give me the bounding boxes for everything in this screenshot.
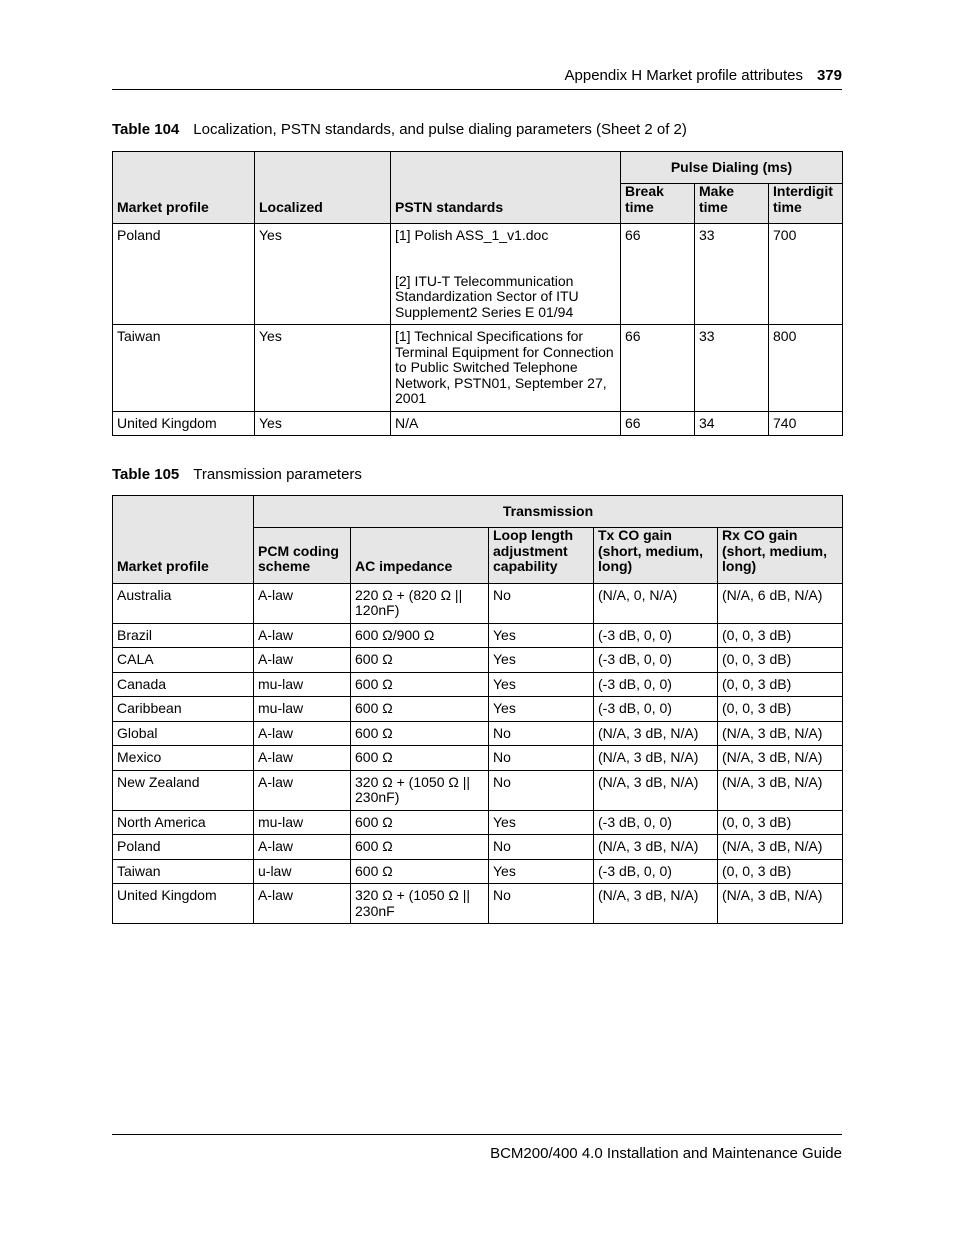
table-105-title: Transmission parameters <box>193 466 362 483</box>
cell-rx-co-gain: (N/A, 3 dB, N/A) <box>718 770 843 810</box>
cell-make-time: 34 <box>695 411 769 436</box>
cell-ac-impedance: 600 Ω <box>351 835 489 860</box>
cell-pcm-coding: mu-law <box>254 672 351 697</box>
cell-tx-co-gain: (N/A, 0, N/A) <box>594 583 718 623</box>
table-row <box>113 623 843 648</box>
header-pstn-standards: PSTN standards <box>391 152 621 224</box>
cell-localized: Yes <box>255 325 391 412</box>
cell-tx-co-gain: (-3 dB, 0, 0) <box>594 697 718 722</box>
cell-loop-length: No <box>489 583 594 623</box>
header-rx-co-gain: Rx CO gain (short, medium, long) <box>718 528 843 584</box>
header-loop-length: Loop length adjustment capability <box>489 528 594 584</box>
cell-rx-co-gain: (0, 0, 3 dB) <box>718 623 843 648</box>
cell-loop-length: No <box>489 746 594 771</box>
table-row <box>113 697 843 722</box>
cell-loop-length: No <box>489 770 594 810</box>
page-footer <box>112 1134 842 1162</box>
cell-tx-co-gain: (-3 dB, 0, 0) <box>594 648 718 673</box>
cell-break-time: 66 <box>621 411 695 436</box>
cell-ac-impedance: 600 Ω <box>351 746 489 771</box>
pstn-standard-2: [2] ITU-T Telecommunication Standardization Sector of ITU Supplement2 Series E 01/94 <box>395 272 579 320</box>
header-pulse-dialing: Pulse Dialing (ms) <box>621 152 843 184</box>
header-ac-impedance: AC impedance <box>351 528 489 584</box>
cell-loop-length: Yes <box>489 648 594 673</box>
cell-rx-co-gain: (0, 0, 3 dB) <box>718 648 843 673</box>
cell-rx-co-gain: (N/A, 3 dB, N/A) <box>718 721 843 746</box>
cell-tx-co-gain: (N/A, 3 dB, N/A) <box>594 746 718 771</box>
table-row <box>113 746 843 771</box>
header-market-profile: Market profile <box>113 496 254 584</box>
header-make-time: Make time <box>695 184 769 224</box>
table-row <box>113 884 843 924</box>
cell-interdigit-time: 800 <box>769 325 843 412</box>
section-title: Appendix H Market profile attributes <box>564 67 803 84</box>
cell-pcm-coding: A-law <box>254 746 351 771</box>
table-104 <box>112 151 843 436</box>
cell-market: Mexico <box>113 746 254 771</box>
header-transmission: Transmission <box>254 496 843 528</box>
header-tx-co-gain: Tx CO gain (short, medium, long) <box>594 528 718 584</box>
cell-ac-impedance: 600 Ω <box>351 810 489 835</box>
cell-make-time: 33 <box>695 224 769 325</box>
table-row <box>113 835 843 860</box>
cell-tx-co-gain: (N/A, 3 dB, N/A) <box>594 835 718 860</box>
cell-rx-co-gain: (0, 0, 3 dB) <box>718 697 843 722</box>
cell-pcm-coding: A-law <box>254 623 351 648</box>
cell-ac-impedance: 600 Ω <box>351 648 489 673</box>
cell-ac-impedance: 600 Ω/900 Ω <box>351 623 489 648</box>
cell-interdigit-time: 740 <box>769 411 843 436</box>
cell-loop-length: Yes <box>489 697 594 722</box>
cell-pcm-coding: A-law <box>254 583 351 623</box>
cell-loop-length: No <box>489 884 594 924</box>
cell-market: Caribbean <box>113 697 254 722</box>
header-pcm-coding: PCM coding scheme <box>254 528 351 584</box>
cell-rx-co-gain: (N/A, 3 dB, N/A) <box>718 835 843 860</box>
table-104-number: Table 104 <box>112 121 180 138</box>
cell-pcm-coding: u-law <box>254 859 351 884</box>
cell-ac-impedance: 600 Ω <box>351 859 489 884</box>
cell-rx-co-gain: (0, 0, 3 dB) <box>718 672 843 697</box>
header-localized: Localized <box>255 152 391 224</box>
table-row <box>113 810 843 835</box>
page-header <box>112 67 842 90</box>
footer-title: BCM200/400 4.0 Installation and Maintenance Guide <box>490 1145 842 1162</box>
cell-break-time: 66 <box>621 325 695 412</box>
cell-ac-impedance: 320 Ω + (1050 Ω || 230nF <box>351 884 489 924</box>
cell-tx-co-gain: (-3 dB, 0, 0) <box>594 623 718 648</box>
cell-tx-co-gain: (N/A, 3 dB, N/A) <box>594 884 718 924</box>
cell-market: Poland <box>113 224 255 325</box>
cell-loop-length: No <box>489 721 594 746</box>
header-market-profile: Market profile <box>113 152 255 224</box>
table-row <box>113 721 843 746</box>
cell-tx-co-gain: (-3 dB, 0, 0) <box>594 859 718 884</box>
cell-market: Brazil <box>113 623 254 648</box>
cell-rx-co-gain: (0, 0, 3 dB) <box>718 859 843 884</box>
cell-tx-co-gain: (N/A, 3 dB, N/A) <box>594 721 718 746</box>
cell-pcm-coding: A-law <box>254 770 351 810</box>
cell-ac-impedance: 600 Ω <box>351 672 489 697</box>
cell-market: Poland <box>113 835 254 860</box>
cell-pstn <box>391 224 621 325</box>
cell-rx-co-gain: (N/A, 6 dB, N/A) <box>718 583 843 623</box>
cell-market: Australia <box>113 583 254 623</box>
cell-interdigit-time: 700 <box>769 224 843 325</box>
cell-ac-impedance: 600 Ω <box>351 697 489 722</box>
cell-ac-impedance: 220 Ω + (820 Ω || 120nF) <box>351 583 489 623</box>
cell-tx-co-gain: (N/A, 3 dB, N/A) <box>594 770 718 810</box>
cell-break-time: 66 <box>621 224 695 325</box>
cell-loop-length: Yes <box>489 810 594 835</box>
cell-localized: Yes <box>255 224 391 325</box>
pstn-standard-1: [1] Polish ASS_1_v1.doc <box>395 227 549 243</box>
cell-market: CALA <box>113 648 254 673</box>
table-105 <box>112 495 843 924</box>
cell-market: New Zealand <box>113 770 254 810</box>
table-row <box>113 672 843 697</box>
header-interdigit-time: Interdigit time <box>769 184 843 224</box>
cell-pcm-coding: mu-law <box>254 697 351 722</box>
table-row <box>113 770 843 810</box>
cell-market: North America <box>113 810 254 835</box>
cell-pstn: [1] Technical Specifications for Terminal Equipment for Connection to Public Switched Telephone Network, PSTN01, September 27, 2001 <box>391 325 621 412</box>
table-104-title: Localization, PSTN standards, and pulse dialing parameters (Sheet 2 of 2) <box>193 121 687 138</box>
cell-loop-length: Yes <box>489 859 594 884</box>
cell-localized: Yes <box>255 411 391 436</box>
cell-pcm-coding: A-law <box>254 648 351 673</box>
cell-market: Taiwan <box>113 325 255 412</box>
table-row <box>113 325 843 412</box>
cell-pcm-coding: A-law <box>254 721 351 746</box>
cell-market: United Kingdom <box>113 411 255 436</box>
cell-tx-co-gain: (-3 dB, 0, 0) <box>594 810 718 835</box>
cell-rx-co-gain: (N/A, 3 dB, N/A) <box>718 884 843 924</box>
table-row <box>113 583 843 623</box>
page-number: 379 <box>816 67 842 84</box>
cell-pcm-coding: A-law <box>254 884 351 924</box>
cell-loop-length: No <box>489 835 594 860</box>
table-row <box>113 224 843 325</box>
cell-pstn: N/A <box>391 411 621 436</box>
header-break-time: Break time <box>621 184 695 224</box>
cell-market: Canada <box>113 672 254 697</box>
cell-loop-length: Yes <box>489 623 594 648</box>
cell-pcm-coding: A-law <box>254 835 351 860</box>
cell-make-time: 33 <box>695 325 769 412</box>
cell-ac-impedance: 600 Ω <box>351 721 489 746</box>
table-row <box>113 859 843 884</box>
cell-market: Taiwan <box>113 859 254 884</box>
table-row <box>113 648 843 673</box>
cell-tx-co-gain: (-3 dB, 0, 0) <box>594 672 718 697</box>
cell-market: United Kingdom <box>113 884 254 924</box>
table-row <box>113 411 843 436</box>
cell-pcm-coding: mu-law <box>254 810 351 835</box>
table-105-number: Table 105 <box>112 466 180 483</box>
table-104-caption <box>112 121 687 138</box>
table-105-caption <box>112 466 362 483</box>
cell-ac-impedance: 320 Ω + (1050 Ω || 230nF) <box>351 770 489 810</box>
cell-market: Global <box>113 721 254 746</box>
cell-rx-co-gain: (N/A, 3 dB, N/A) <box>718 746 843 771</box>
cell-rx-co-gain: (0, 0, 3 dB) <box>718 810 843 835</box>
cell-loop-length: Yes <box>489 672 594 697</box>
